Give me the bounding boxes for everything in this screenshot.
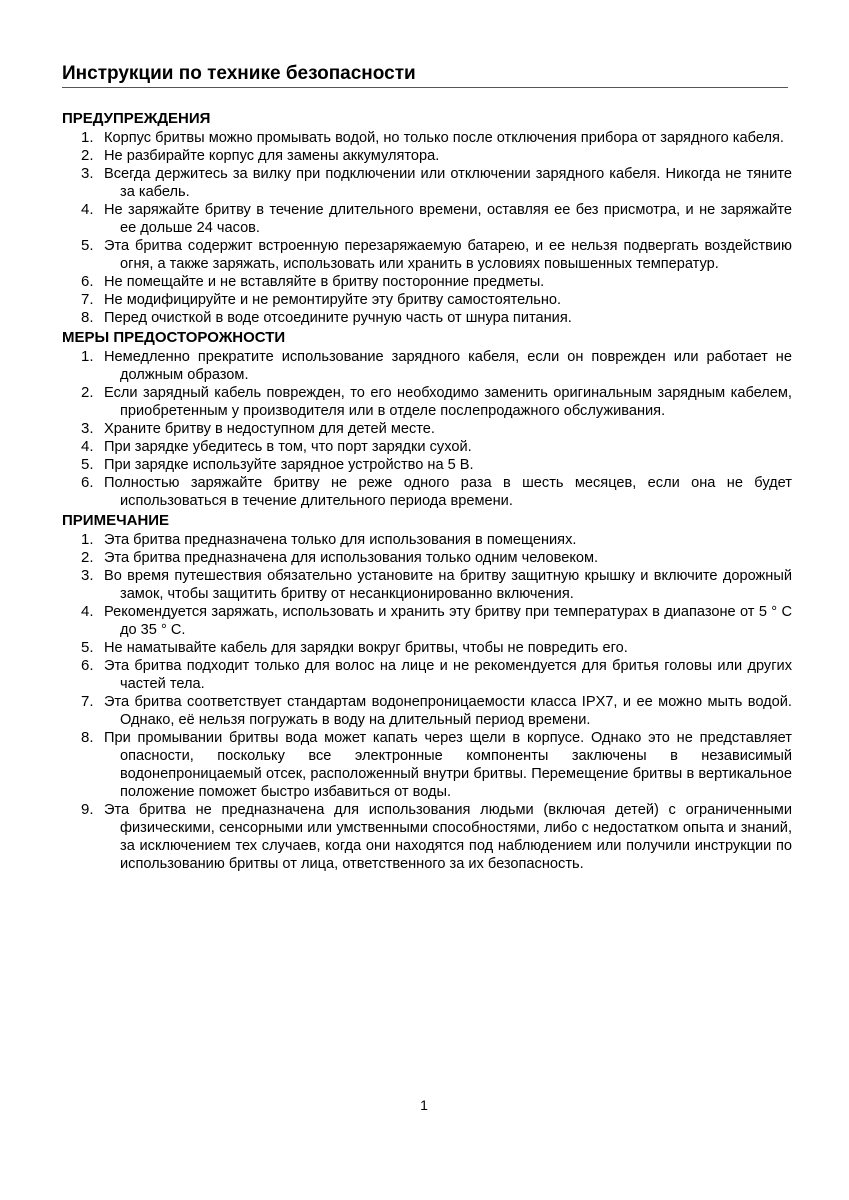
- list-item: [62, 549, 792, 567]
- precautions-list: [62, 348, 792, 510]
- item-number: 6.: [81, 474, 94, 491]
- item-text: Полностью заряжайте бритву не реже одного раза в шесть месяцев, если она не будет использоваться в течение длительного периода времени.: [104, 475, 792, 509]
- list-item: [62, 438, 792, 456]
- item-text: Не модифицируйте и не ремонтируйте эту бритву самостоятельно.: [104, 292, 562, 308]
- item-number: 3.: [81, 165, 94, 182]
- item-number: 7.: [81, 291, 94, 308]
- item-text: При зарядке убедитесь в том, что порт зарядки сухой.: [104, 439, 472, 455]
- list-item: [62, 801, 792, 873]
- list-item: [62, 567, 792, 603]
- item-text: Эта бритва предназначена только для использования в помещениях.: [104, 532, 577, 548]
- list-item: [62, 456, 792, 474]
- item-text: Эта бритва содержит встроенную перезаряжаемую батарею, и ее нельзя подвергать воздействию огня, а также заряжать, использовать или хранить в условиях повышенных температур.: [104, 238, 792, 272]
- item-number: 1.: [81, 531, 94, 548]
- list-item: [62, 201, 792, 237]
- item-text: Перед очисткой в воде отсоедините ручную часть от шнура питания.: [104, 310, 572, 326]
- item-text: Эта бритва не предназначена для использования людьми (включая детей) с ограниченными физическими, сенсорными или умственными способностями, либо с недостатком опыта и знаний, за исключением тех случаев, когда они находятся под наблюдением или получили инструкции по использованию бритвы от лица, ответственного за их безопасность.: [104, 802, 792, 872]
- list-item: [62, 420, 792, 438]
- list-item: [62, 237, 792, 273]
- list-item: [62, 531, 792, 549]
- item-number: 8.: [81, 309, 94, 326]
- item-number: 5.: [81, 237, 94, 254]
- item-number: 4.: [81, 438, 94, 455]
- item-number: 4.: [81, 201, 94, 218]
- page-number: 1: [420, 1097, 428, 1113]
- list-item: [62, 384, 792, 420]
- item-text: Эта бритва подходит только для волос на лице и не рекомендуется для бритья головы или других частей тела.: [104, 658, 792, 692]
- item-text: Корпус бритвы можно промывать водой, но только после отключения прибора от зарядного кабеля.: [104, 130, 784, 146]
- item-text: Не помещайте и не вставляйте в бритву посторонние предметы.: [104, 274, 545, 290]
- list-item: [62, 309, 792, 327]
- warnings-list: [62, 129, 792, 327]
- section-warnings: [62, 110, 792, 327]
- list-item: [62, 147, 792, 165]
- item-text: Эта бритва соответствует стандартам водонепроницаемости класса IPX7, и ее можно мыть водой. Однако, её нельзя погружать в воду на длительный период времени.: [104, 694, 792, 728]
- list-item: [62, 729, 792, 801]
- item-text: При зарядке используйте зарядное устройство на 5 В.: [104, 457, 474, 473]
- list-item: [62, 693, 792, 729]
- list-item: [62, 291, 792, 309]
- list-item: [62, 348, 792, 384]
- item-number: 2.: [81, 549, 94, 566]
- item-text: Всегда держитесь за вилку при подключении или отключении зарядного кабеля. Никогда не тяните за кабель.: [104, 166, 792, 200]
- item-number: 3.: [81, 567, 94, 584]
- item-text: Эта бритва предназначена для использования только одним человеком.: [104, 550, 599, 566]
- item-text: Немедленно прекратите использование зарядного кабеля, если он поврежден или работает не должным образом.: [104, 349, 792, 383]
- list-item: [62, 165, 792, 201]
- item-number: 6.: [81, 657, 94, 674]
- item-number: 2.: [81, 147, 94, 164]
- safety-content: [62, 110, 792, 873]
- item-number: 5.: [81, 639, 94, 656]
- list-item: [62, 603, 792, 639]
- item-number: 5.: [81, 456, 94, 473]
- item-text: При промывании бритвы вода может капать через щели в корпусе. Однако это не представляет опасности, поскольку все электронные компоненты заключены в независимый водонепроницаемый отсек, расположенный внутри бритвы. Перемещение бритвы в вертикальное положение поможет быстро избавиться от воды.: [104, 730, 792, 800]
- item-text: Рекомендуется заряжать, использовать и хранить эту бритву при температурах в диапазоне от 5 ° C до 35 ° C.: [104, 604, 792, 638]
- item-number: 6.: [81, 273, 94, 290]
- item-text: Не заряжайте бритву в течение длительного времени, оставляя ее без присмотра, и не заряжайте ее дольше 24 часов.: [104, 202, 792, 236]
- section-heading-warnings: ПРЕДУПРЕЖДЕНИЯ: [62, 110, 211, 127]
- list-item: [62, 474, 792, 510]
- item-number: 8.: [81, 729, 94, 746]
- list-item: [62, 639, 792, 657]
- item-number: 9.: [81, 801, 94, 818]
- item-text: Не наматывайте кабель для зарядки вокруг бритвы, чтобы не повредить его.: [104, 640, 628, 656]
- page-title: Инструкции по технике безопасности: [62, 62, 788, 88]
- item-text: Не разбирайте корпус для замены аккумулятора.: [104, 148, 440, 164]
- list-item: [62, 273, 792, 291]
- item-text: Во время путешествия обязательно установите на бритву защитную крышку и включите дорожный замок, чтобы защитить бритву от несанкционированно включения.: [104, 568, 792, 602]
- list-item: [62, 129, 792, 147]
- item-text: Храните бритву в недоступном для детей месте.: [104, 421, 435, 437]
- item-number: 1.: [81, 348, 94, 365]
- list-item: [62, 657, 792, 693]
- notes-list: [62, 531, 792, 873]
- item-text: Если зарядный кабель поврежден, то его необходимо заменить оригинальным зарядным кабелем, приобретенным у производителя или в отделе послепродажного обслуживания.: [104, 385, 792, 419]
- item-number: 7.: [81, 693, 94, 710]
- section-precautions: [62, 329, 792, 510]
- item-number: 1.: [81, 129, 94, 146]
- item-number: 4.: [81, 603, 94, 620]
- item-number: 2.: [81, 384, 94, 401]
- section-notes: [62, 512, 792, 873]
- item-number: 3.: [81, 420, 94, 437]
- section-heading-notes: ПРИМЕЧАНИЕ: [62, 512, 170, 529]
- section-heading-precautions: МЕРЫ ПРЕДОСТОРОЖНОСТИ: [62, 329, 286, 346]
